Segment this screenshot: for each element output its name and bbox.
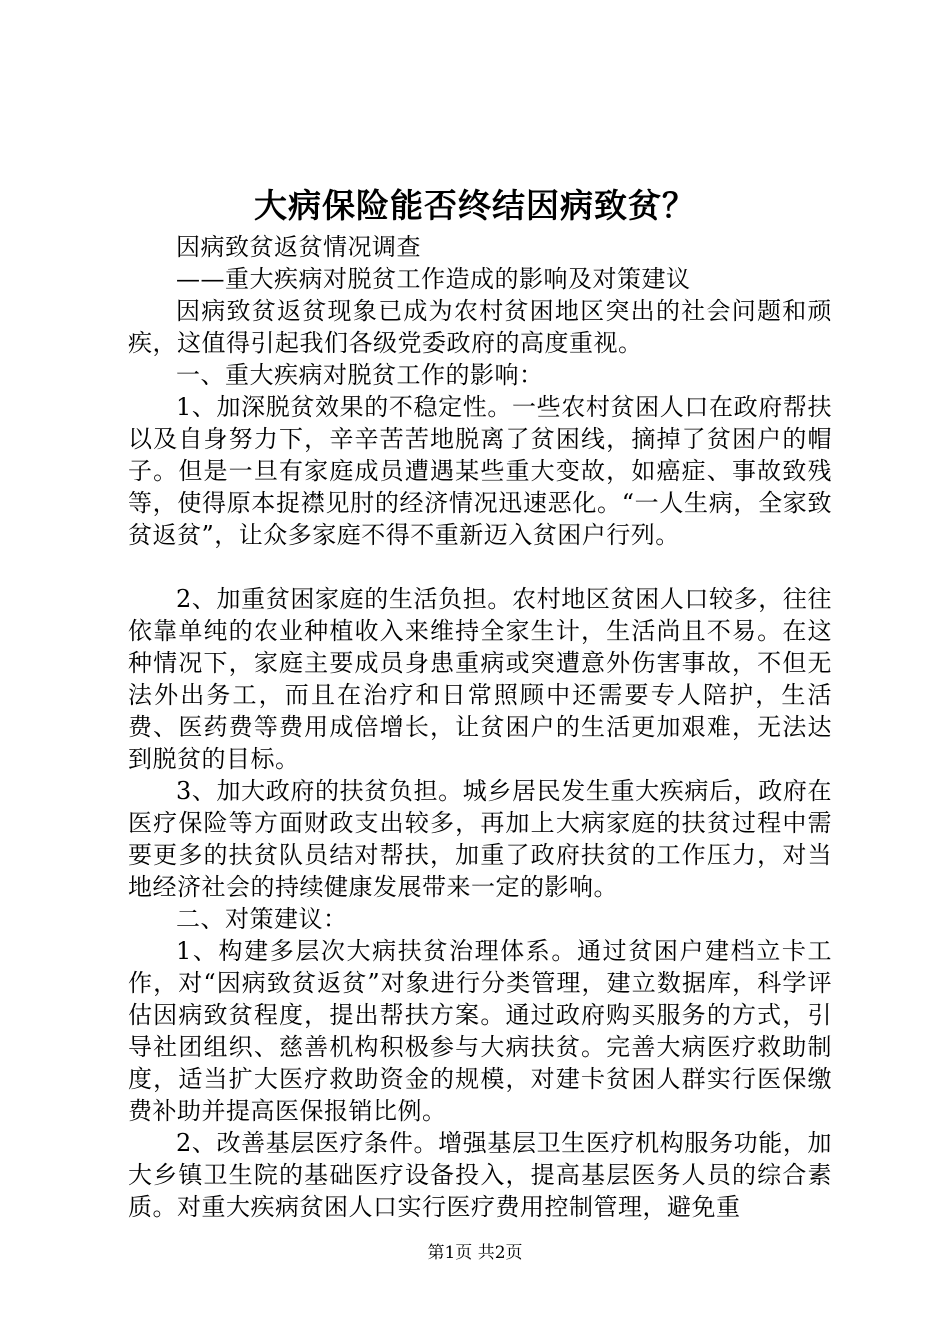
survey-subheading: ——重大疾病对脱贫工作造成的影响及对策建议 xyxy=(176,265,691,293)
page-footer: 第1页 共2页 xyxy=(427,1243,523,1263)
suggestion-paragraph-2: 2、改善基层医疗条件。增强基层卫生医疗机构服务功能，加大乡镇卫生院的基础医疗设备投入，提高基层医务人员的综合素质。对重大疾病贫困人口实行医疗费用控制管理，避免重 xyxy=(128,1129,832,1221)
impact-paragraph-3: 3、加大政府的扶贫负担。城乡居民发生重大疾病后，政府在医疗保险等方面财政支出较多，再加上大病家庭的扶贫过程中需要更多的扶贫队员结对帮扶，加重了政府扶贫的工作压力，对当地经济社会的持续健康发展带来一定的影响。 xyxy=(128,777,832,901)
survey-heading: 因病致贫返贫情况调查 xyxy=(176,233,421,261)
section-heading-impact: 一、重大疾病对脱贫工作的影响： xyxy=(176,361,544,389)
document-title: 大病保险能否终结因病致贫？ xyxy=(254,186,696,225)
impact-paragraph-1: 1、加深脱贫效果的不稳定性。一些农村贫困人口在政府帮扶以及自身努力下，辛辛苦苦地脱离了贫困线，摘掉了贫困户的帽子。但是一旦有家庭成员遭遇某些重大变故，如癌症、事故致残等，使得原本捉襟见肘的经济情况迅速恶化。“一人生病，全家致贫返贫”，让众多家庭不得不重新迈入贫困户行列。 xyxy=(128,393,832,549)
intro-paragraph: 因病致贫返贫现象已成为农村贫困地区突出的社会问题和顽疾，这值得引起我们各级党委政府的高度重视。 xyxy=(128,297,832,357)
section-heading-suggestions: 二、对策建议： xyxy=(176,905,348,933)
document-body xyxy=(128,231,832,1223)
suggestion-paragraph-1: 1、构建多层次大病扶贫治理体系。通过贫困户建档立卡工作，对“因病致贫返贫”对象进行分类管理，建立数据库，科学评估因病致贫程度，提出帮扶方案。通过政府购买服务的方式，引导社团组织、慈善机构积极参与大病扶贫。完善大病医疗救助制度，适当扩大医疗救助资金的规模，对建卡贫困人群实行医保缴费补助并提高医保报销比例。 xyxy=(128,937,832,1125)
impact-paragraph-2: 2、加重贫困家庭的生活负担。农村地区贫困人口较多，往往依靠单纯的农业种植收入来维持全家生计，生活尚且不易。在这种情况下，家庭主要成员身患重病或突遭意外伤害事故，不但无法外出务工，而且在治疗和日常照顾中还需要专人陪护，生活费、医药费等费用成倍增长，让贫困户的生活更加艰难，无法达到脱贫的目标。 xyxy=(128,585,832,773)
